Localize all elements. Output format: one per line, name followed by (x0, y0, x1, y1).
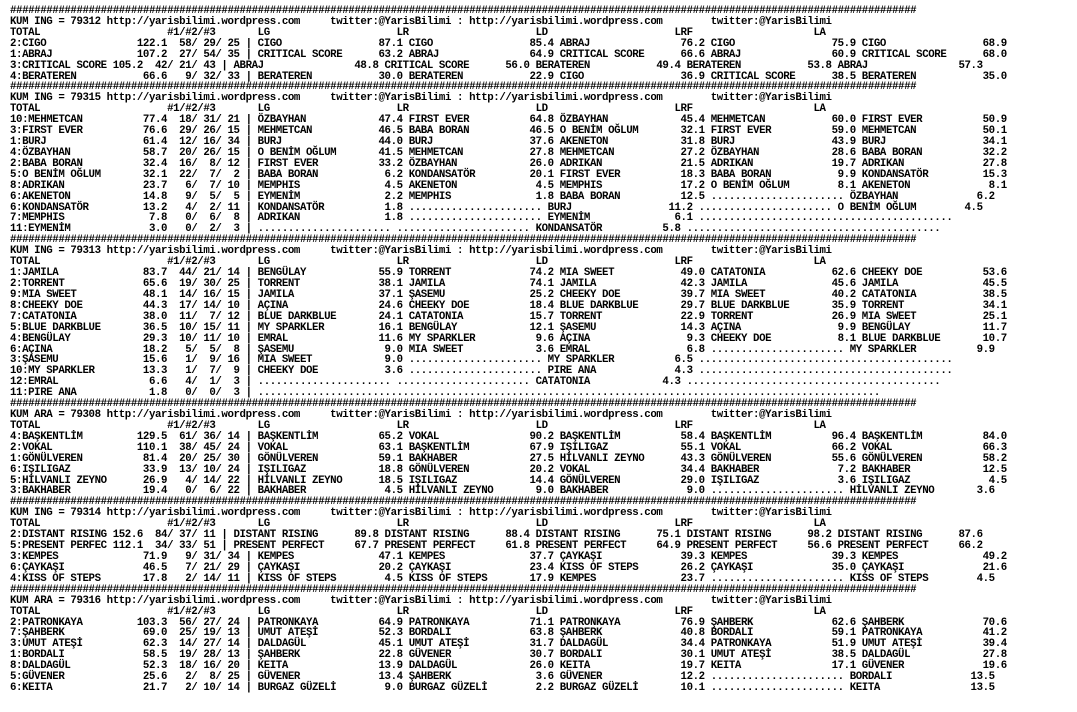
separator-line: ###################################################################################################################################################### (10, 5, 917, 17)
result-row-line: 2:BABA BORAN 32.4 16/ 8/ 12 | FIRST EVER 33.2 ÖZBAYHAN 26.0 ADRIKAN 21.5 ADRIKAN 19.7 ADRIKAN 27.8 (10, 157, 1007, 170)
result-row-line: 12:EMRAL 6.6 4/ 1/ 3 | ...................... ...................... CATATONIA 4.3 .......................................... (10, 376, 941, 389)
column-header-line: TOTAL #1/#2/#3 LG LR LD LRF LA (10, 419, 826, 432)
result-row-line: 3:ŞASEMU 15.6 1/ 9/ 16 | MIA SWEET 9.0 ...................... MY SPARKLER 6.5 .......................................... (10, 354, 953, 367)
race-header-line: KUM ING = 79314 http://yarisbilimi.wordpress.com twitter:@YarisBilimi : http://yarisbilimi.wordpress.com twitter:@YarisBilimi (10, 507, 832, 520)
column-header-line: TOTAL #1/#2/#3 LG LR LD LRF LA (10, 605, 826, 618)
result-row-line: 3:KEMPES 71.9 9/ 31/ 34 | KEMPES 47.1 KEMPES 37.7 ÇAYKAŞI 39.3 KEMPES 39.3 KEMPES 49.2 (10, 551, 1007, 563)
result-row-line: 5:GÜVENER 25.6 2/ 8/ 25 | GÜVENER 13.4 ŞAHBERK 3.6 GÜVENER 12.2 ...................... BORDALI 13.5 (10, 671, 995, 684)
result-row-line: 1:ABRAJ 107.2 27/ 54/ 35 | CRITICAL SCORE 63.2 ABRAJ 64.9 CRITICAL SCORE 66.6 ABRAJ 60.9 CRITICAL SCORE 68.0 (10, 48, 1007, 61)
result-row-line: 6:AKENETON 14.8 9/ 5/ 5 | EYMENİM 2.2 MEMPHIS 1.8 BABA BORAN 12.5 ...................... ÖZBAYHAN 6.2 (10, 190, 995, 203)
result-row-line: 2:DISTANT RISING 152.6 84/ 37/ 11 | DISTANT RISING 89.8 DISTANT RISING 88.4 DISTANT RISING 75.1 DISTANT RISING 98.2 DISTANT RISING 87.6 (10, 529, 983, 542)
result-row-line: 4:BERATEREN 66.6 9/ 32/ 33 | BERATEREN 30.0 BERATEREN 22.9 CIGO 36.9 CRITICAL SCORE 38.5 BERATEREN 35.0 (10, 70, 1007, 83)
result-row-line: 5:PRESENT PERFEC 112.1 34/ 33/ 51 | PRESENT PERFECT 67.7 PRESENT PERFECT 61.8 PRESENT PERFECT 64.9 PRESENT PERFECT 56.6 PRESENT PERFECT 66.2 (10, 540, 983, 553)
result-row-line: 5:BLUE DARKBLUE 36.5 10/ 15/ 11 | MY SPARKLER 16.1 BENGÜLAY 12.1 ŞASEMU 14.3 AÇINA 9.9 BENGÜLAY 11.7 (10, 321, 1007, 334)
separator-line: ###################################################################################################################################################### (10, 583, 917, 596)
result-row-line: 3:CRITICAL SCORE 105.2 42/ 21/ 43 | ABRAJ 48.8 CRITICAL SCORE 56.0 BERATEREN 49.4 BERATEREN 53.8 ABRAJ 57.3 (10, 59, 983, 72)
race-header-line: KUM ARA = 79316 http://yarisbilimi.wordpress.com twitter:@YarisBilimi : http://yarisbilimi.wordpress.com twitter:@YarisBilimi (10, 594, 832, 607)
result-row-line: 11:EYMENİM 3.0 0/ 2/ 3 | ...................... ...................... KONDANSATÖR 5.8 .......................................... (10, 223, 941, 236)
result-row-line: 5:HİLVANLI ZEYNO 26.9 4/ 14/ 22 | HİLVANLI ZEYNO 18.5 IŞILIGAZ 14.4 GÖNÜLVEREN 29.0 IŞILIGAZ 3.6 IŞILIGAZ 4.5 (10, 474, 1007, 487)
result-row-line: 4:KISS OF STEPS 17.8 2/ 14/ 11 | KISS OF STEPS 4.5 KISS OF STEPS 17.9 KEMPES 23.7 ...................... KISS OF STEPS 4.5 (10, 572, 995, 585)
race-header-line: KUM ARA = 79308 http://yarisbilimi.wordpress.com twitter:@YarisBilimi : http://yarisbilimi.wordpress.com twitter:@YarisBilimi (10, 409, 832, 422)
separator-line: ###################################################################################################################################################### (10, 234, 917, 247)
result-row-line: 2:PATRONKAYA 103.3 56/ 27/ 24 | PATRONKAYA 64.9 PATRONKAYA 71.1 PATRONKAYA 76.9 ŞAHBERK 62.6 ŞAHBERK 70.6 (10, 616, 1007, 629)
result-row-line: 2:VOKAL 110.1 38/ 45/ 24 | VOKAL 63.1 BAŞKENTLİM 67.9 IŞILIGAZ 55.1 VOKAL 66.2 VOKAL 66.3 (10, 441, 1007, 454)
result-row-line: 2:TORRENT 65.6 19/ 30/ 25 | TORRENT 38.1 JAMILA 74.1 JAMILA 42.3 JAMILA 45.6 JAMILA 45.5 (10, 278, 1007, 290)
result-row-line: 6:ÇAYKAŞI 46.5 7/ 21/ 29 | ÇAYKAŞI 20.2 ÇAYKAŞI 23.4 KISS OF STEPS 26.2 ÇAYKAŞI 35.0 ÇAYKAŞI 21.6 (10, 561, 1007, 574)
result-row-line: 11:PIRE ANA 1.8 0/ 0/ 3 | ....................................................................................................... (10, 387, 880, 400)
result-row-line: 10:MEHMETCAN 77.4 18/ 31/ 21 | ÖZBAYHAN 47.4 FIRST EVER 64.8 ÖZBAYHAN 45.4 MEHMETCAN 60.0 FIRST EVER 50.9 (10, 114, 1007, 127)
result-row-line: 7:CATATONIA 38.0 11/ 7/ 12 | BLUE DARKBLUE 24.1 CATATONIA 15.7 TORRENT 22.9 TORRENT 26.9 MIA SWEET 25.1 (10, 310, 1007, 323)
column-header-line: TOTAL #1/#2/#3 LG LR LD LRF LA (10, 103, 826, 116)
result-row-line: 6:KEITA 21.7 2/ 10/ 14 | BURGAZ GÜZELİ 9.0 BURGAZ GÜZELİ 2.2 BURGAZ GÜZELİ 10.1 ...................... KEITA 13.5 (10, 682, 995, 695)
result-row-line: 6:IŞILIGAZ 33.9 13/ 10/ 24 | IŞILIGAZ 18.8 GÖNÜLVEREN 20.2 VOKAL 34.4 BAKHABER 7.2 BAKHABER 12.5 (10, 463, 1007, 476)
result-row-line: 1:JAMILA 83.7 44/ 21/ 14 | BENGÜLAY 55.9 TORRENT 74.2 MIA SWEET 49.0 CATATONIA 62.6 CHEEKY DOE 53.6 (10, 267, 1007, 280)
result-row-line: 7:ŞAHBERK 69.0 25/ 19/ 13 | UMUT ATEŞİ 52.3 BORDALI 63.8 ŞAHBERK 40.8 BORDALI 59.1 PATRONKAYA 41.2 (10, 627, 1007, 640)
result-row-line: 8:CHEEKY DOE 44.3 17/ 14/ 10 | AÇINA 24.6 CHEEKY DOE 18.4 BLUE DARKBLUE 29.7 BLUE DARKBLUE 35.9 TORRENT 34.1 (10, 299, 1007, 312)
result-row-line: 5:O BENİM OĞLUM 32.1 22/ 7/ 2 | BABA BORAN 6.2 KONDANSATÖR 20.1 FIRST EVER 18.3 BABA BORAN 9.9 KONDANSATÖR 15.3 (10, 168, 1007, 181)
result-row-line: 6:AÇINA 18.2 5/ 5/ 8 | ŞASEMU 9.0 MIA SWEET 3.6 EMRAL 6.8 ...................... MY SPARKLER 9.9 (10, 343, 995, 356)
result-row-line: 10:MY SPARKLER 13.3 1/ 7/ 9 | CHEEKY DOE 3.6 ...................... PIRE ANA 4.3 .......................................... (10, 365, 953, 378)
result-row-line: 6:KONDANSATÖR 13.2 4/ 2/ 11 | KONDANSATÖR 1.8 ...................... BURJ 11.2 ...................... O BENİM OĞLUM 4.5 (10, 201, 983, 214)
result-row-line: 3:UMUT ATEŞİ 62.3 14/ 27/ 14 | DALDAGÜL 45.1 UMUT ATEŞİ 31.7 DALDAGÜL 34.4 PATRONKAYA 51.9 UMUT ATEŞİ 39.4 (10, 638, 1007, 651)
result-row-line: 7:MEMPHIS 7.8 0/ 6/ 8 | ADRIKAN 1.8 ...................... EYMENİM 6.1 .......................................... (10, 212, 953, 225)
race-header-line: KUM ING = 79312 http://yarisbilimi.wordpress.com twitter:@YarisBilimi : http://yarisbilimi.wordpress.com twitter:@YarisBilimi (10, 15, 832, 28)
result-row-line: 8:DALDAGÜL 52.3 18/ 16/ 20 | KEITA 13.9 DALDAGÜL 26.0 KEITA 19.7 KEITA 17.1 GÜVENER 19.6 (10, 660, 1007, 673)
result-row-line: 8:ADRIKAN 23.7 6/ 7/ 10 | MEMPHIS 4.5 AKENETON 4.5 MEMPHIS 17.2 O BENİM OĞLUM 8.1 AKENETON 8.1 (10, 179, 1007, 192)
result-row-line: 1:BURJ 61.4 12/ 16/ 34 | BURJ 44.0 BURJ 37.6 AKENETON 31.8 BURJ 43.9 BURJ 34.1 (10, 136, 1007, 149)
result-row-line: 4:ÖZBAYHAN 58.7 20/ 26/ 15 | O BENİM OĞLUM 41.5 MEHMETCAN 27.8 MEHMETCAN 27.2 ÖZBAYHAN 28.6 BABA BORAN 32.2 (10, 146, 1007, 159)
result-row-line: 1:GÖNÜLVEREN 81.4 20/ 25/ 30 | GÖNÜLVEREN 59.1 BAKHABER 27.5 HİLVANLI ZEYNO 43.3 GÖNÜLVEREN 55.6 GÖNÜLVEREN 58.2 (10, 452, 1007, 465)
separator-line: ###################################################################################################################################################### (10, 398, 917, 411)
separator-line: ###################################################################################################################################################### (10, 81, 917, 94)
result-row-line: 3:FIRST EVER 76.6 29/ 26/ 15 | MEHMETCAN 46.5 BABA BORAN 46.5 O BENİM OĞLUM 32.1 FIRST EVER 59.0 MEHMETCAN 50.1 (10, 125, 1007, 138)
separator-line: ###################################################################################################################################################### (10, 496, 917, 509)
result-row-line: 1:BORDALI 58.5 19/ 28/ 13 | ŞAHBERK 22.8 GÜVENER 30.7 BORDALI 30.1 UMUT ATEŞİ 38.5 DALDAGÜL 27.8 (10, 649, 1007, 662)
column-header-line: TOTAL #1/#2/#3 LG LR LD LRF LA (10, 26, 826, 39)
column-header-line: TOTAL #1/#2/#3 LG LR LD LRF LA (10, 518, 826, 531)
column-header-line: TOTAL #1/#2/#3 LG LR LD LRF LA (10, 256, 826, 269)
race-header-line: KUM ING = 79313 http://yarisbilimi.wordpress.com twitter:@YarisBilimi : http://yarisbilimi.wordpress.com twitter:@YarisBilimi (10, 245, 832, 258)
result-row-line: 3:BAKHABER 19.4 0/ 6/ 22 | BAKHABER 4.5 HİLVANLI ZEYNO 9.0 BAKHABER 9.0 ...................... HİLVANLI ZEYNO 3.6 (10, 485, 995, 498)
result-row-line: 9:MIA SWEET 48.1 14/ 16/ 15 | JAMILA 37.1 ŞASEMU 25.2 CHEEKY DOE 39.7 MIA SWEET 40.2 CATATONIA 38.5 (10, 288, 1007, 301)
result-row-line: 2:CIGO 122.1 58/ 29/ 25 | CIGO 87.1 CIGO 85.4 ABRAJ 76.2 CIGO 75.9 CIGO 68.9 (10, 37, 1007, 50)
result-row-line: 4:BAŞKENTLİM 129.5 61/ 36/ 14 | BAŞKENTLİM 65.2 VOKAL 90.2 BAŞKENTLİM 58.4 BAŞKENTLİM 96.4 BAŞKENTLİM 84.0 (10, 430, 1007, 443)
race-header-line: KUM ING = 79315 http://yarisbilimi.wordpress.com twitter:@YarisBilimi : http://yarisbilimi.wordpress.com twitter:@YarisBilimi (10, 92, 832, 105)
result-row-line: 4:BENGÜLAY 29.3 10/ 11/ 10 | EMRAL 11.6 MY SPARKLER 9.6 AÇINA 9.3 CHEEKY DOE 8.1 BLUE DARKBLUE 10.7 (10, 332, 1007, 345)
